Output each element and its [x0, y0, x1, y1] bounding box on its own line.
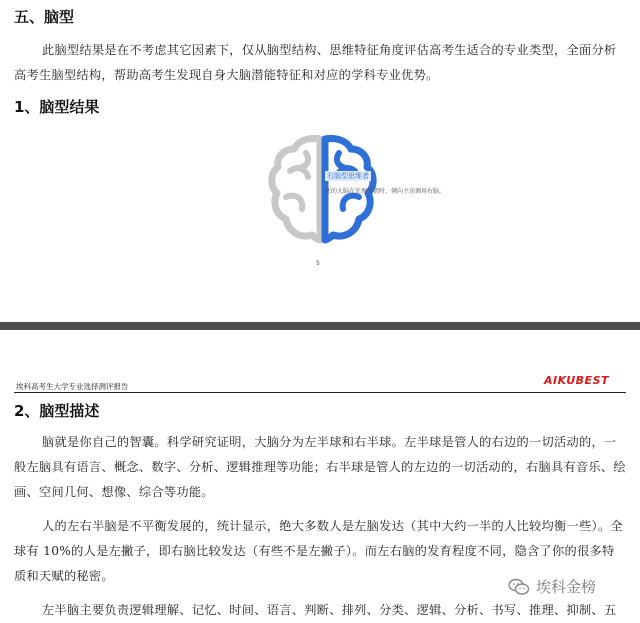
- watermark-text: 埃科金榜: [536, 578, 597, 596]
- wechat-watermark: [508, 576, 596, 597]
- describe-heading: 2、脑型描述: [14, 402, 100, 420]
- result-heading: 1、脑型结果: [14, 98, 100, 116]
- section-heading: 五、脑型: [14, 8, 75, 26]
- header-rule: [14, 392, 626, 393]
- report-page-6: [0, 330, 640, 622]
- describe-paragraph-1: 脑就是你自己的智囊。科学研究证明，大脑分为左半球和右半球。左半球是管人的右边的一切活动的，一般左脑具有语言、概念、数字、分析、逻辑推理等功能；右半球是管人的左边的一切活动的，右脑具有音乐、绘画、空间几何、想像、综合等功能。: [14, 435, 626, 499]
- describe-paragraph-3: 左半脑主要负责逻辑理解、记忆、时间、语言、判断、排列、分类、逻辑、分析、书写、推理、抑制、五: [42, 603, 617, 617]
- brain-type-title: 右脑型思维者: [327, 172, 369, 180]
- brain-type-description: 您的大脑在处理事情时，倾向主动调用右脑。: [325, 188, 446, 195]
- page-number: 5: [316, 260, 320, 267]
- intro-paragraph: 此脑型结果是在不考虑其它因素下，仅从脑型结构、思维特征角度评估高考生适合的专业类型，全面分析高考生脑型结构，帮助高考生发现自身大脑潜能特征和对应的学科专业优势。: [14, 43, 617, 82]
- report-header-title: 埃科高考生大学专业选择测评报告: [16, 382, 129, 391]
- page-divider: [0, 322, 640, 330]
- describe-paragraph-2: 人的左右半脑是不平衡发展的，统计显示，绝大多数人是左脑发达（其中大约一半的人比较均衡一些）。全球有 10%的人是左撇子，即右脑比较发达（有些不是左撇子）。而左右脑的发育程度不同，隐含了你的很多特质和天赋的秘密。: [14, 519, 623, 583]
- wechat-icon: [508, 578, 530, 596]
- aikubest-logo: AIKUBEST: [544, 374, 609, 387]
